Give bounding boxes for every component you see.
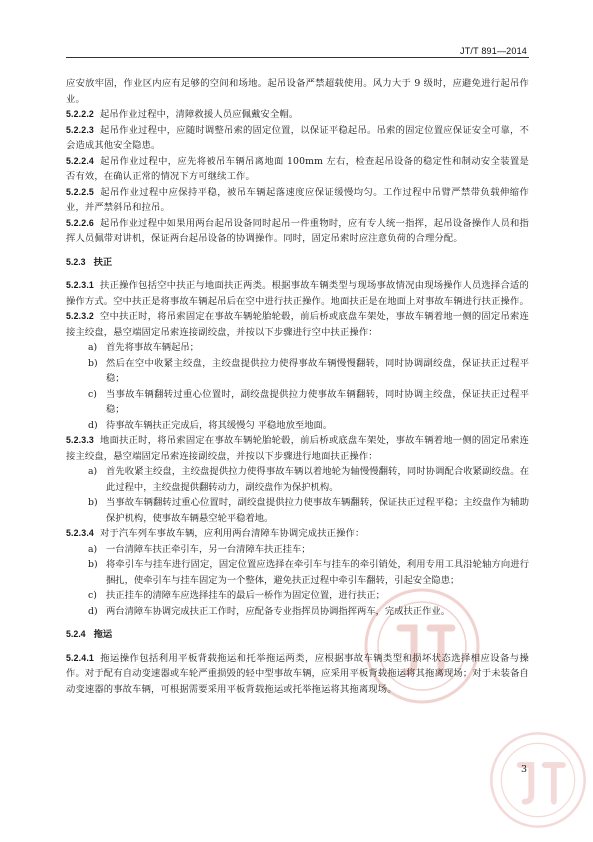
section-heading-5-2-3	[66, 255, 529, 271]
list-text: 两台清障车协调完成扶正工作时，应配备专业指挥员协调指挥两车，完成扶正作业。	[106, 605, 450, 617]
list-marker: d)	[88, 419, 98, 431]
clause-text: 空中扶正时，将吊索固定在事故车辆轮胎轮毂，前后桥或底盘车架处，事故车辆着地一侧的固定吊索连接主绞盘，悬空端固定吊索连接副绞盘，并按以下步骤进行空中扶正操作：	[66, 311, 529, 338]
clause-5-2-3-3	[66, 433, 529, 464]
clause-text: 起吊作业过程中，应随时调整吊索的固定位置，以保证平稳起吊。吊索的固定位置应保证安全可靠，不会造成其他安全隐患。	[66, 124, 529, 151]
clause-number: 5.2.2.2	[66, 109, 94, 119]
standard-code: JT/T 891—2014	[460, 46, 527, 56]
clause-number: 5.2.3.3	[66, 435, 94, 445]
clause-text: 拖运操作包括利用平板背载拖运和托举拖运两类，应根据事故车辆类型和损坏状态选择相应设备与操作。对于配有自动变速器或车轮严重损毁的轻中型事故车辆，应采用平板背载拖运将其拖离现场；对于未装备自动变速器的事故车辆，可根据需要采用平板背载拖运或托举拖运将其拖离现场。	[66, 652, 529, 695]
list-text: 当事故车辆翻转过重心位置时，副绞盘提供拉力使事故车辆翻转，同时协调主绞盘，保证扶正过程平稳；	[106, 388, 529, 415]
list-text: 一台清障车扶正牵引车，另一台清障车扶正挂车；	[106, 543, 311, 555]
list-marker: a)	[88, 543, 98, 555]
clause-number: 5.2.4.1	[66, 652, 94, 663]
clause-number: 5.2.2.3	[66, 124, 94, 135]
list-item	[66, 588, 529, 604]
header-divider	[66, 57, 529, 58]
clause-number: 5.2.2.4	[66, 155, 94, 166]
clause-5-2-2-4	[66, 154, 529, 185]
clause-text: 扶正操作包括空中扶正与地面扶正两类。根据事故车辆类型与现场事故情况由现场操作人员选择合适的操作方式。空中扶正是将事故车辆起吊后在空中进行扶正操作。地面扶正是在地面上对事故车辆进行扶正操作。	[66, 280, 529, 307]
clause-text: 起吊作业过程中，清障救援人员应佩戴安全帽。	[99, 109, 299, 120]
clause-5-2-3-4	[66, 526, 529, 542]
list-item	[66, 356, 529, 387]
list-marker: a)	[88, 466, 98, 477]
clause-text: 起吊作业过程中应保持平稳，被吊车辆起落速度应保证缓慢均匀。工作过程中吊臂严禁带负载伸缩作业，并严禁斜吊和拉吊。	[66, 186, 529, 213]
list-item	[66, 557, 529, 588]
list-item	[66, 340, 529, 356]
section-title: 扶正	[93, 256, 113, 268]
list-text: 然后在空中收紧主绞盘，主绞盘提供拉力使得事故车辆慢慢翻转，同时协调副绞盘，保证扶正过程平稳；	[106, 357, 529, 384]
clause-number: 5.2.2.6	[66, 217, 94, 228]
list-text: 扶正挂车的清障车应选择挂车的最后一桥作为固定位置，进行扶正；	[106, 590, 385, 601]
clause-5-2-2-2	[66, 107, 529, 123]
watermark-seal-icon	[488, 730, 588, 830]
clause-5-2-3-1	[66, 278, 529, 309]
list-text: 首先将事故车辆起吊；	[106, 342, 199, 353]
list-text: 当事故车辆翻转过重心位置时，副绞盘提供拉力使事故车辆翻转，保证扶正过程平稳；主绞盘作为辅助保护机构，使事故车辆悬空轮平稳着地。	[106, 497, 529, 524]
list-text: 将牵引车与挂车进行固定，固定位置应选择在牵引车与挂车的牵引销处，利用专用工具沿轮轴方向进行捆扎，使牵引车与挂车固定为一个整体，避免扶正过程中牵引车翻转，引起安全隐患；	[106, 559, 529, 586]
list-item	[66, 542, 529, 558]
clause-text: 对于汽车列车事故车辆，应利用两台清障车协调完成扶正操作：	[99, 528, 365, 539]
list-item	[66, 464, 529, 495]
list-item	[66, 495, 529, 526]
clause-number: 5.2.3.2	[66, 311, 94, 321]
list-item	[66, 604, 529, 620]
clause-5-2-3-2	[66, 309, 529, 340]
list-marker: b)	[88, 497, 98, 508]
clause-text: 起吊作业过程中如果用两台起吊设备同时起吊一件重物时，应有专人统一指挥，起吊设备操作人员和指挥人员佩带对讲机，保证两台起吊设备的协调操作。同时，固定吊索时应注意负荷的合理分配。	[66, 217, 529, 244]
list-text: 待事故车辆扶正完成后，将其缓慢匀 平稳地放至地面。	[106, 419, 333, 431]
paragraph	[66, 76, 529, 107]
clause-number: 5.2.3.4	[66, 528, 94, 538]
list-marker: c)	[88, 590, 97, 601]
clause-number: 5.2.3.1	[66, 280, 94, 290]
section-number: 5.2.4	[66, 629, 86, 639]
list-marker: b)	[88, 357, 98, 369]
list-item	[66, 387, 529, 418]
list-text: 首先收紧主绞盘，主绞盘提供拉力使得事故车辆以着地轮为轴慢慢翻转，同时协调配合收紧副绞盘。在此过程中，主绞盘提供翻转动力，副绞盘作为保护机构。	[106, 466, 529, 493]
list-item	[66, 418, 529, 434]
list-marker: d)	[88, 605, 98, 617]
clause-5-2-2-6	[66, 216, 529, 247]
clause-text: 地面扶正时，将吊索固定在事故车辆轮胎轮毂，前后桥或底盘车架处，事故车辆着地一侧的固定吊索连接主绞盘，悬空端固定吊索连接副绞盘，并按以下步骤进行地面扶正操作：	[66, 435, 529, 462]
section-number: 5.2.3	[66, 256, 86, 267]
clause-text: 起吊作业过程中，应先将被吊车辆吊离地面 100mm 左右，检查起吊设备的稳定性和制动安全装置是否有效，在确认正常的情况下方可继续工作。	[66, 155, 529, 182]
section-title: 拖运	[93, 629, 113, 640]
list-marker: c)	[88, 388, 97, 400]
paragraph-text: 应安放牢固，作业区内应有足够的空间和场地。起吊设备严禁超载使用。风力大于 9 级时，应避免进行起吊作业。	[66, 78, 529, 105]
list-marker: a)	[88, 342, 98, 353]
list-marker: b)	[88, 559, 98, 570]
clause-5-2-2-3	[66, 123, 529, 154]
section-heading-5-2-4	[66, 627, 529, 643]
clause-5-2-2-5	[66, 185, 529, 216]
body-content	[66, 76, 529, 697]
clause-5-2-4-1	[66, 651, 529, 698]
clause-number: 5.2.2.5	[66, 186, 94, 197]
page-number: 3	[520, 764, 527, 775]
